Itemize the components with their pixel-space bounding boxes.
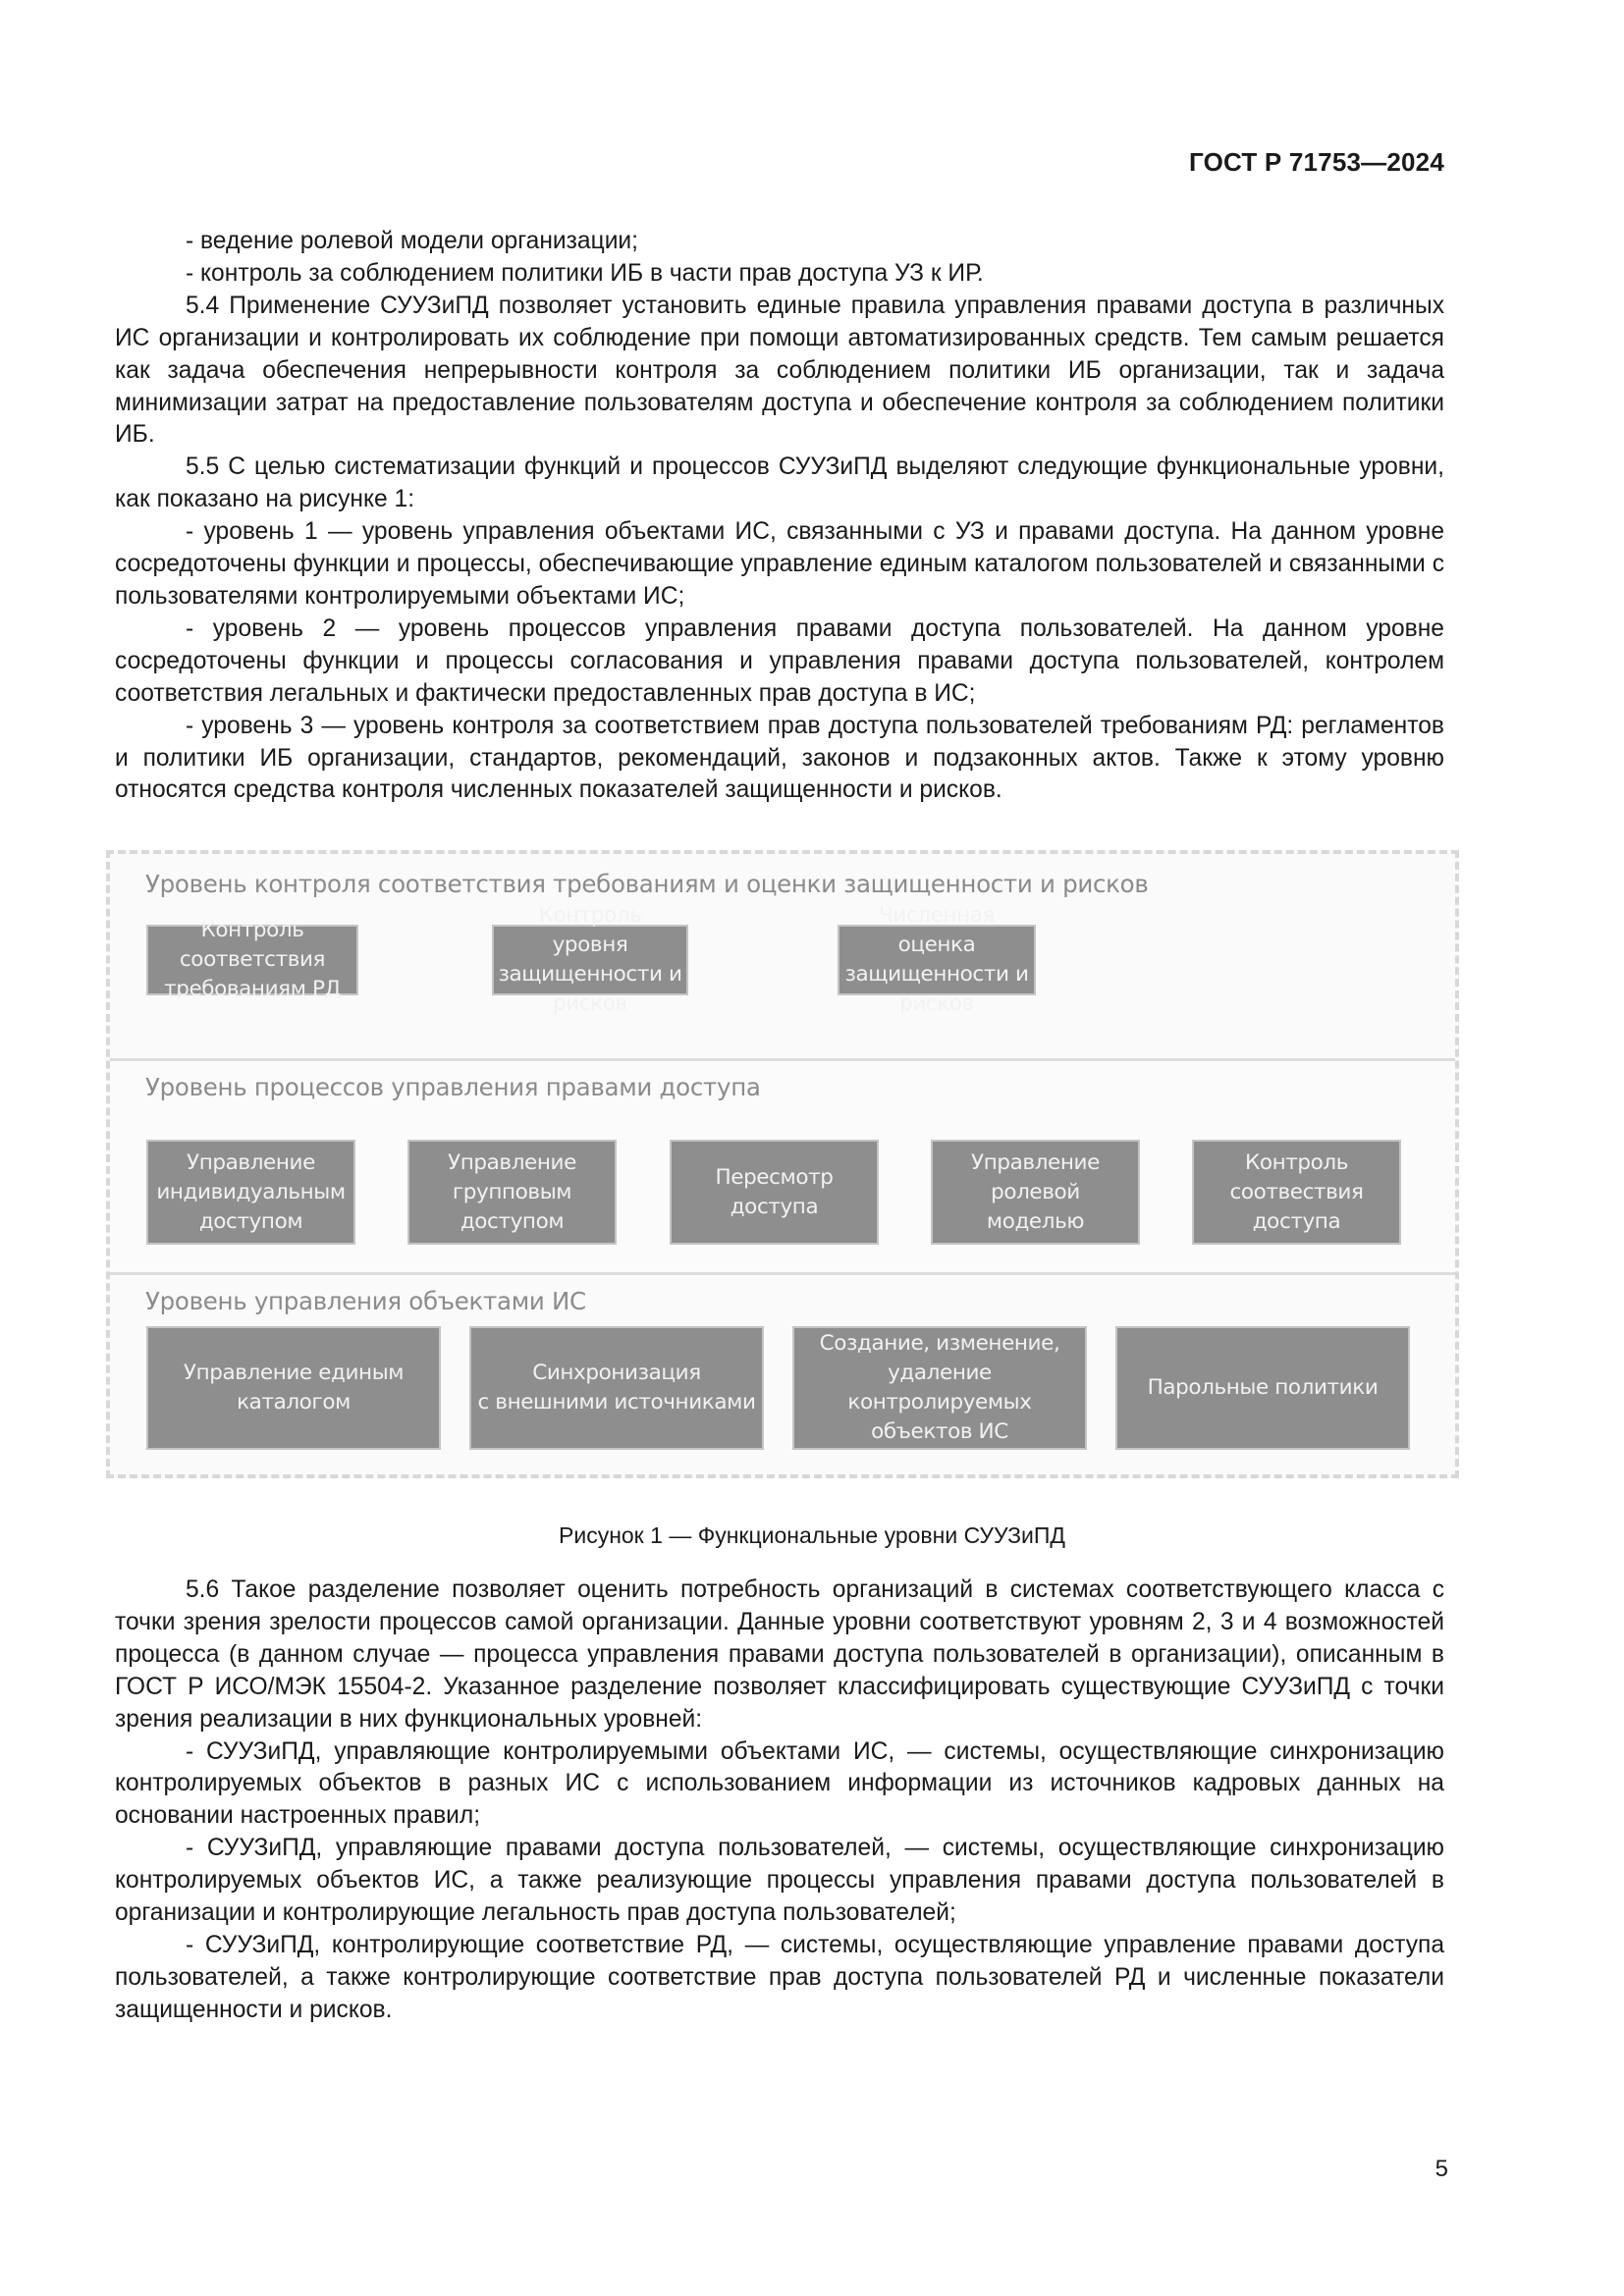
body-text-upper [115,226,1444,807]
level-compliance [110,854,1455,1058]
list-item-level-1: - уровень 1 — уровень управления объектами ИС, связанными с УЗ и правами доступа. На данном уровне сосредоточены функции и процессы, обеспечивающие управление единым каталогом пользователей и связанными с пользователями контролируемыми объектами ИС; [115,518,1444,610]
diagram-box: Создание, изменение, удаление контролируемых объектов ИС [792,1326,1087,1450]
paragraph-5-4: 5.4 Применение СУУЗиПД позволяет установить единые правила управления правами доступа в различных ИС организации и контролировать их соблюдение при помощи автоматизированных средств. Тем самым решается как задача обеспечения непрерывности контроля за соблюдением политики ИБ организации, так и задача минимизации затрат на предоставление пользователям доступа и обеспечение контроля за соблюдением политики ИБ. [115,292,1444,449]
diagram-box: Синхронизация с внешними источниками [469,1326,764,1450]
list-item: - контроль за соблюдением политики ИБ в части прав доступа УЗ к ИР. [186,259,984,287]
level-title: Уровень процессов управления правами доступа [145,1073,761,1101]
level-access-processes [110,1058,1455,1275]
page-number: 5 [1435,2156,1448,2182]
paragraph-5-6: 5.6 Такое разделение позволяет оценить потребность организаций в системах соответствующего класса с точки зрения зрелости процессов самой организации. Данные уровни соответствуют уровням 2, 3 и 4 возможностей процесса (в данном случае — процесса управления правами доступа пользователей в организации), описанным в ГОСТ Р ИСО/МЭК 15504-2. Указанное разделение позволяет классифицировать существующие СУУЗиПД с точки зрения реализации в них функциональных уровней: [115,1576,1444,1733]
list-item-level-3: - уровень 3 — уровень контроля за соответствием прав доступа пользователей требованиям РД: регламентов и политики ИБ организации, стандартов, рекомендаций, законов и подзаконных актов. Также к этому уровню относятся средства контроля численных показателей защищенности и рисков. [115,712,1444,804]
list-item: - СУУЗиПД, управляющие правами доступа пользователей, — системы, осуществляющие синхронизацию контролируемых объектов ИС, а также реализующие процессы управления правами доступа пользователей в организации и контролирующие легальность прав доступа пользователей; [115,1835,1444,1927]
list-item: - СУУЗиПД, управляющие контролируемыми объектами ИС, — системы, осуществляющие синхронизацию контролируемых объектов в разных ИС с использованием информации из источников кадровых данных на основании настроенных правил; [115,1737,1444,1830]
diagram-box: Контроль соответствия требованиям РД [146,925,358,995]
diagram-box: Контроль уровня защищенности и рисков [492,925,688,995]
document-number: ГОСТ Р 71753—2024 [1189,147,1444,177]
level-title: Уровень контроля соответствия требованиям и оценки защищенности и рисков [145,870,1149,898]
diagram-box: Пересмотр доступа [670,1140,879,1245]
list-item: - СУУЗиПД, контролирующие соответствие РД, — системы, осуществляющие управление правами доступа пользователей, а также контролирующие соответствие прав доступа пользователей РД и численные показатели защищенности и рисков. [115,1931,1444,2023]
diagram-box: Управление индивидуальным доступом [146,1140,355,1245]
list-item: - ведение ролевой модели организации; [186,228,638,254]
functional-levels-diagram [106,850,1459,1478]
diagram-box: Управление единым каталогом [146,1326,441,1450]
diagram-box: Управление групповым доступом [407,1140,617,1245]
figure-caption: Рисунок 1 — Функциональные уровни СУУЗиПД [559,1522,1065,1548]
diagram-box: Управление ролевой моделью [931,1140,1140,1245]
body-text-lower [115,1575,1444,2027]
level-is-objects [110,1272,1455,1481]
diagram-box: Численная оценка защищенности и рисков [838,925,1036,995]
level-title: Уровень управления объектами ИС [145,1287,586,1315]
list-item-level-2: - уровень 2 — уровень процессов управления правами доступа пользователей. На данном уровне сосредоточены функции и процессы согласования и управления правами доступа пользователей, контролем соответствия легальных и фактически предоставленных прав доступа в ИС; [115,614,1444,707]
diagram-box: Контроль соотвествия доступа [1192,1140,1401,1245]
diagram-box: Парольные политики [1115,1326,1410,1450]
paragraph-5-5: 5.5 С целью систематизации функций и процессов СУУЗиПД выделяют следующие функциональные уровни, как показано на рисунке 1: [115,454,1444,513]
